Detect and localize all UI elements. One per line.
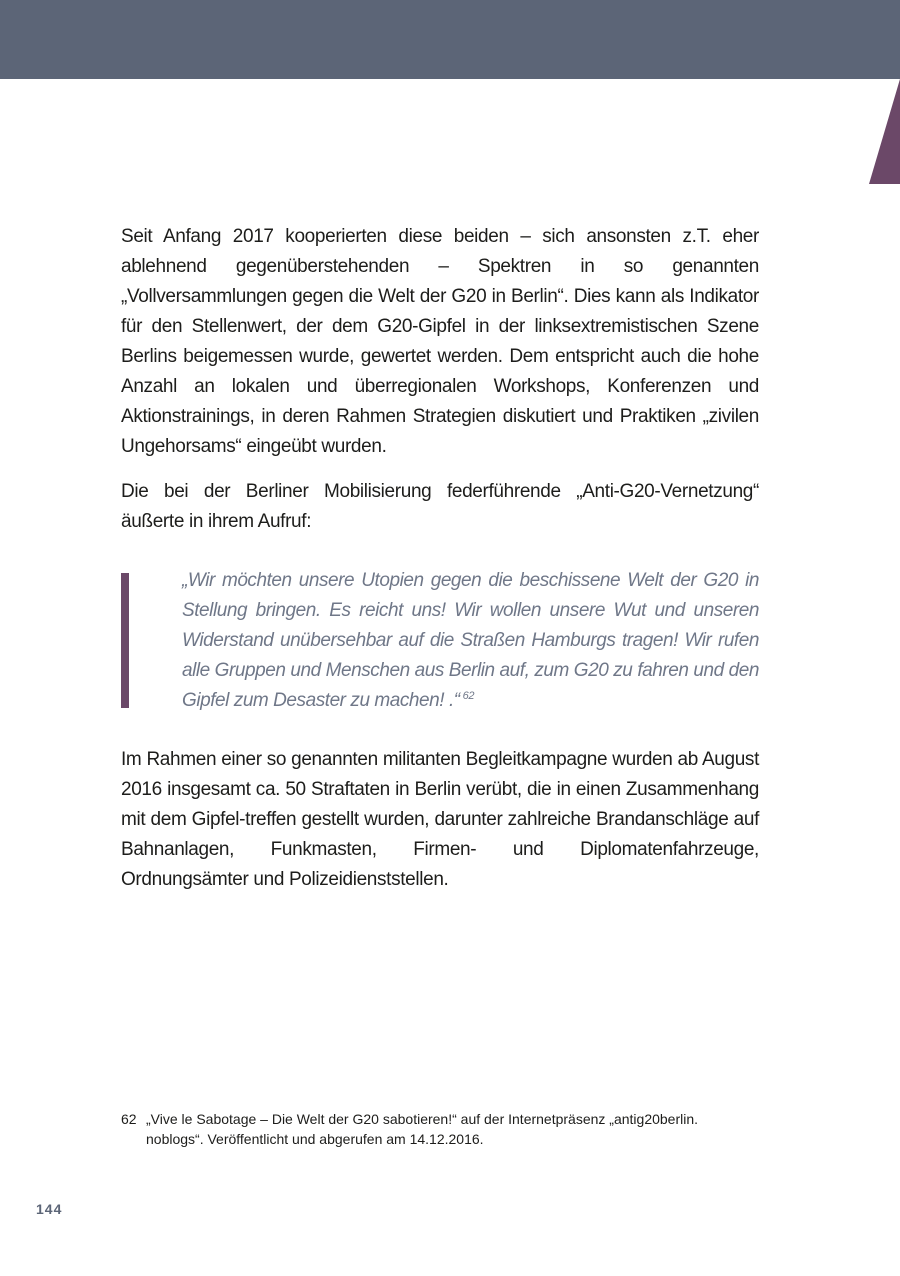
chapter-side-tab: [869, 79, 900, 184]
header-band: [0, 0, 900, 79]
body-paragraph-3: Im Rahmen einer so genannten militanten Begleitkampagne wurden ab August 2016 insgesamt ca. 50 Straftaten in Berlin verübt, die in einen Zusammenhang mit dem Gipfel-treffen gestellt wurden, darunter zahlreiche Brandanschläge auf Bahnanlagen, Funkmasten, Firmen- und Diplomatenfahrzeuge, Ordnungsämter und Polizeidienststellen.: [121, 749, 759, 890]
footnote: [121, 1109, 741, 1149]
body-paragraph-1: Seit Anfang 2017 kooperierten diese beiden – sich ansonsten z.T. eher ablehnend gegenüberstehenden – Spektren in so genannten „Vollversammlungen gegen die Welt der G20 in Berlin“. Dies kann als Indikator für den Stellenwert, der dem G20-Gipfel in der linksextremistischen Szene Berlins beigemessen wurde, gewertet werden. Dem entspricht auch die hohe Anzahl an lokalen und überregionalen Workshops, Konferenzen und Aktionstrainings, in deren Rahmen Strategien diskutiert und Praktiken „zivilen Ungehorsams“ eingeübt wurden.: [121, 226, 759, 457]
blockquote-accent-bar: [121, 573, 129, 708]
blockquote: [182, 566, 759, 716]
footnote-number: 62: [121, 1111, 137, 1127]
footnote-text: „Vive le Sabotage – Die Welt der G20 sabotieren!“ auf der Internetpräsenz „antig20berlin. noblogs“. Veröffentlicht und abgerufen am 14.12.2016.: [146, 1111, 699, 1147]
blockquote-text: „Wir möchten unsere Utopien gegen die beschissene Welt der G20 in Stellung bringen. Es reicht uns! Wir wollen unsere Wut und unseren Widerstand unübersehbar auf die Straßen Hamburgs tragen! Wir rufen alle Gruppen und Menschen aus Berlin auf, zum G20 zu fahren und den Gipfel zum Desaster zu machen! .“: [182, 570, 759, 711]
page-number: 144: [36, 1201, 63, 1217]
body-paragraph-2: Die bei der Berliner Mobilisierung federführende „Anti-G20-Vernetzung“ äußerte in ihrem Aufruf:: [121, 481, 759, 532]
footnote-reference[interactable]: 62: [462, 689, 474, 702]
